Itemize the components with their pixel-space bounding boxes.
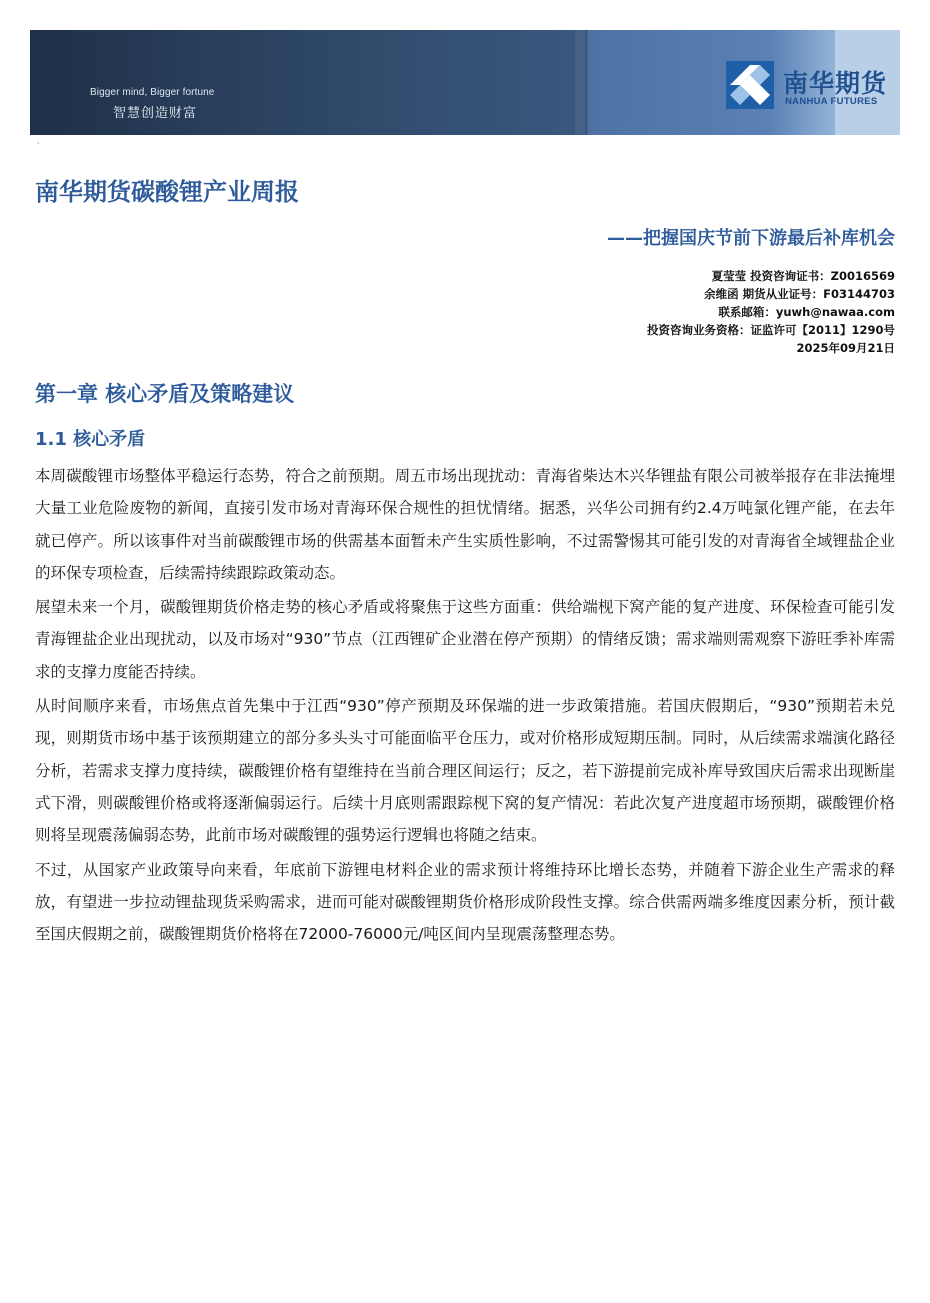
slogan-chinese: 智慧创造财富 [113,106,198,121]
paragraph-4: 不过，从国家产业政策导向来看，年底前下游锂电材料企业的需求预计将维持环比增长态势，并随着下游企业生产需求的释放，有望进一步拉动锂盐现货采购需求，进而可能对碳酸锂期货价格形成阶段性支撑。综合供需两端多维度因素分析，预计截至国庆假期之前，碳酸锂期货价格将在72000-76000元/吨区间内呈现震荡整理态势。 [35,860,895,944]
report-subtitle: ——把握国庆节前下游最后补库机会 [607,228,895,249]
body-text [35,460,895,952]
analyst-line-1: 夏莹莹 投资咨询证书：Z0016569 [711,269,895,283]
author-info [647,267,895,357]
banner-stripe [575,30,585,135]
license-info: 投资咨询业务资格：证监许可【2011】1290号 [646,323,895,337]
report-date: 2025年09月21日 [796,341,895,355]
report-title: 南华期货碳酸锂产业周报 [35,178,299,206]
analyst-line-2: 余维函 期货从业证号：F03144703 [704,287,895,301]
section-title: 1.1 核心矛盾 [35,429,146,450]
paragraph-1: 本周碳酸锂市场整体平稳运行态势，符合之前预期。周五市场出现扰动：青海省柴达木兴华锂盐有限公司被举报存在非法掩埋大量工业危险废物的新闻，直接引发市场对青海环保合规性的担忧情绪。据悉，兴华公司拥有约2.4万吨氯化锂产能，在去年就已停产。所以该事件对当前碳酸锂市场的供需基本面暂未产生实质性影响，不过需警惕其可能引发的对青海省全域锂盐企业的环保专项检查，后续需持续跟踪政策动态。 [35,467,895,582]
chapter-title: 第一章 核心矛盾及策略建议 [35,382,295,406]
logo-text-english: NANHUA FUTURES [785,96,878,107]
nanhua-logo-icon [726,61,774,109]
header-banner [30,30,900,135]
paragraph-2: 展望未来一个月，碳酸锂期货价格走势的核心矛盾或将聚焦于这些方面重：供给端枧下窝产能的复产进度、环保检查可能引发青海锂盐企业出现扰动，以及市场对“930”节点（江西锂矿企业潜在停产预期）的情绪反馈；需求端则需观察下游旺季补库需求的支撑力度能否持续。 [35,598,895,681]
slogan-english: Bigger mind, Bigger fortune [90,87,215,98]
logo-text-chinese: 南华期货 [783,69,888,98]
contact-email: 联系邮箱：yuwh@nawaa.com [718,305,895,319]
paragraph-3: 从时间顺序来看，市场焦点首先集中于江西“930”停产预期及环保端的进一步政策措施。若国庆假期后，“930”预期若未兑现，则期货市场中基于该预期建立的部分多头头寸可能面临平仓压力，或对价格形成短期压制。同时，从后续需求端演化路径分析，若需求支撑力度持续，碳酸锂价格有望维持在当前合理区间运行；反之，若下游提前完成补库导致国庆后需求出现断崖式下滑，则碳酸锂价格或将逐渐偏弱运行。后续十月底则需跟踪枧下窝的复产情况：若此次复产进度超市场预期，碳酸锂价格则将呈现震荡偏弱态势，此前市场对碳酸锂的强势运行逻辑也将随之结束。 [35,697,895,845]
marker-dot: · [37,139,40,148]
